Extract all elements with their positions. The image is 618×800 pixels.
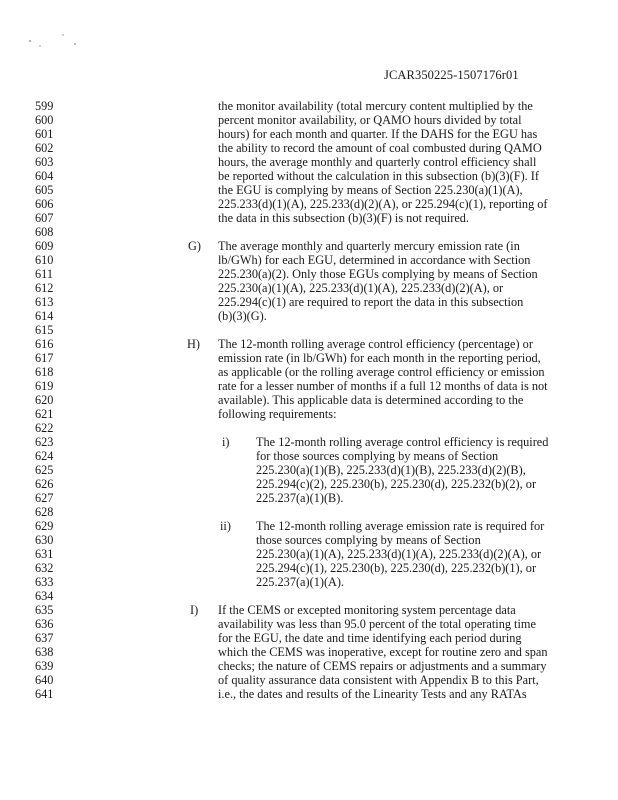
text-line: The 12-month rolling average control efficiency is required (256, 435, 549, 449)
text-line: available). This applicable data is determined according to the (218, 393, 524, 407)
line-number: 633 (35, 575, 54, 589)
line-number: 634 (35, 589, 54, 603)
text-line: The 12-month rolling average emission rate is required for (256, 519, 545, 533)
text-line: the data in this subsection (b)(3)(F) is not required. (218, 211, 470, 225)
line-number: 639 (35, 659, 54, 673)
text-line: those sources complying by means of Section (256, 533, 481, 547)
line-number: 616 (35, 337, 54, 351)
subparagraph-label: i) (222, 435, 230, 449)
text-line: If the CEMS or excepted monitoring system percentage data (218, 603, 516, 617)
text-line: (b)(3)(G). (218, 309, 267, 323)
line-number: 604 (35, 169, 54, 183)
line-number: 630 (35, 533, 54, 547)
text-line: 225.233(d)(1)(A), 225.233(d)(2)(A), or 225.294(c)(1), reporting of (218, 197, 548, 211)
line-number: 619 (35, 379, 54, 393)
text-line: of quality assurance data consistent with Appendix B to this Part, (218, 673, 539, 687)
text-line: for those sources complying by means of Section (256, 449, 499, 463)
paragraph-label: I) (190, 603, 199, 617)
line-number: 617 (35, 351, 54, 365)
paragraph-label: H) (187, 337, 200, 351)
line-number: 606 (35, 197, 54, 211)
text-line: the ability to record the amount of coal combusted during QAMO (218, 141, 542, 155)
text-line: 225.230(a)(1)(A), 225.233(d)(1)(A), 225.233(d)(2)(A), or (218, 281, 504, 295)
line-number: 626 (35, 477, 54, 491)
line-number: 635 (35, 603, 54, 617)
line-number: 623 (35, 435, 54, 449)
text-line: i.e., the dates and results of the Linearity Tests and any RATAs (218, 687, 527, 701)
text-line: 225.237(a)(1)(A). (256, 575, 345, 589)
line-number: 611 (35, 267, 53, 281)
text-line: checks; the nature of CEMS repairs or adjustments and a summary (218, 659, 547, 673)
scan-specks (0, 0, 90, 60)
text-line: which the CEMS was inoperative, except for routine zero and span (218, 645, 548, 659)
text-line: as applicable (or the rolling average control efficiency or emission (218, 365, 545, 379)
text-line: be reported without the calculation in this subsection (b)(3)(F). If (218, 169, 539, 183)
line-number: 613 (35, 295, 54, 309)
line-number: 603 (35, 155, 54, 169)
line-number: 615 (35, 323, 54, 337)
line-number: 609 (35, 239, 54, 253)
text-line: 225.294(c)(1), 225.230(b), 225.230(d), 225.232(b)(1), or (256, 561, 537, 575)
text-line: 225.230(a)(2). Only those EGUs complying by means of Section (218, 267, 538, 281)
text-line: 225.294(c)(1) are required to report the data in this subsection (218, 295, 524, 309)
text-line: the EGU is complying by means of Section 225.230(a)(1)(A), (218, 183, 523, 197)
line-number: 632 (35, 561, 54, 575)
line-number: 641 (35, 687, 54, 701)
line-number: 607 (35, 211, 54, 225)
text-line: percent monitor availability, or QAMO hours divided by total (218, 113, 522, 127)
text-line: 225.237(a)(1)(B). (256, 491, 344, 505)
line-number: 599 (35, 99, 54, 113)
line-number: 614 (35, 309, 54, 323)
text-line: for the EGU, the date and time identifying each period during (218, 631, 522, 645)
line-number: 620 (35, 393, 54, 407)
line-number: 600 (35, 113, 54, 127)
line-number: 629 (35, 519, 54, 533)
text-line: The 12-month rolling average control efficiency (percentage) or (218, 337, 533, 351)
line-number: 612 (35, 281, 54, 295)
line-number: 601 (35, 127, 54, 141)
line-number: 636 (35, 617, 54, 631)
line-number: 605 (35, 183, 54, 197)
line-number: 602 (35, 141, 54, 155)
line-number: 631 (35, 547, 54, 561)
text-line: hours, the average monthly and quarterly control efficiency shall (218, 155, 537, 169)
document-id-header: JCAR350225-1507176r01 (384, 68, 519, 82)
text-line: 225.230(a)(1)(A), 225.233(d)(1)(A), 225.233(d)(2)(A), or (256, 547, 542, 561)
text-line: availability was less than 95.0 percent of the total operating time (218, 617, 536, 631)
line-number: 621 (35, 407, 54, 421)
line-number: 640 (35, 673, 54, 687)
text-line: 225.294(c)(2), 225.230(b), 225.230(d), 225.232(b)(2), or (256, 477, 537, 491)
line-number: 625 (35, 463, 54, 477)
text-line: hours) for each month and quarter. If the DAHS for the EGU has (218, 127, 538, 141)
line-number: 628 (35, 505, 54, 519)
line-number: 624 (35, 449, 54, 463)
text-line: The average monthly and quarterly mercury emission rate (in (218, 239, 520, 253)
paragraph-label: G) (188, 239, 201, 253)
subparagraph-label: ii) (220, 519, 231, 533)
line-number: 637 (35, 631, 54, 645)
text-line: the monitor availability (total mercury content multiplied by the (218, 99, 533, 113)
text-line: rate for a lesser number of months if a full 12 months of data is not (218, 379, 548, 393)
text-line: emission rate (in lb/GWh) for each month in the reporting period, (218, 351, 541, 365)
line-number: 608 (35, 225, 54, 239)
text-line: lb/GWh) for each EGU, determined in accordance with Section (218, 253, 531, 267)
line-number: 622 (35, 421, 54, 435)
line-number: 638 (35, 645, 54, 659)
line-number: 610 (35, 253, 54, 267)
line-number: 618 (35, 365, 54, 379)
text-line: following requirements: (218, 407, 337, 421)
line-number: 627 (35, 491, 54, 505)
text-line: 225.230(a)(1)(B), 225.233(d)(1)(B), 225.233(d)(2)(B), (256, 463, 526, 477)
